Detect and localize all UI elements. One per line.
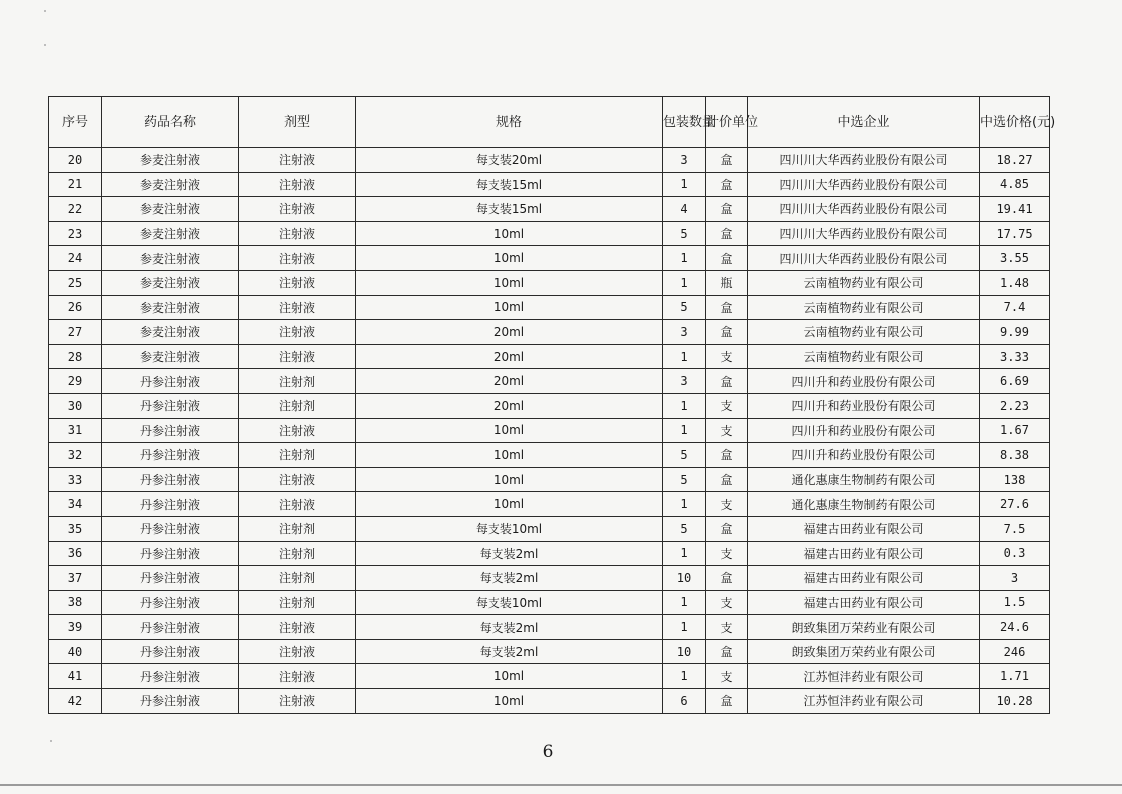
cell-package-quantity: 5 xyxy=(663,443,706,468)
cell-dosage-form: 注射液 xyxy=(239,197,356,222)
cell-dosage-form: 注射剂 xyxy=(239,590,356,615)
table-row xyxy=(49,270,1050,295)
cell-selected-company: 四川川大华西药业股份有限公司 xyxy=(748,246,980,271)
cell-selected-price: 27.6 xyxy=(980,492,1050,517)
table-row xyxy=(49,246,1050,271)
table-row xyxy=(49,615,1050,640)
cell-pricing-unit: 盒 xyxy=(706,197,748,222)
cell-pricing-unit: 盒 xyxy=(706,369,748,394)
cell-drug-name: 参麦注射液 xyxy=(102,320,239,345)
cell-package-quantity: 3 xyxy=(663,148,706,173)
cell-selected-price: 246 xyxy=(980,639,1050,664)
cell-package-quantity: 1 xyxy=(663,393,706,418)
cell-selected-company: 四川川大华西药业股份有限公司 xyxy=(748,172,980,197)
scan-speck xyxy=(44,10,46,12)
cell-selected-price: 2.23 xyxy=(980,393,1050,418)
cell-seq: 20 xyxy=(49,148,102,173)
header-drug-name: 药品名称 xyxy=(102,97,239,148)
header-pricing-unit: 计价单位 xyxy=(706,97,748,148)
cell-package-quantity: 10 xyxy=(663,566,706,591)
cell-specification: 每支装2ml xyxy=(356,541,663,566)
cell-drug-name: 丹参注射液 xyxy=(102,689,239,714)
cell-seq: 32 xyxy=(49,443,102,468)
cell-package-quantity: 5 xyxy=(663,295,706,320)
cell-selected-price: 8.38 xyxy=(980,443,1050,468)
cell-dosage-form: 注射液 xyxy=(239,148,356,173)
cell-pricing-unit: 支 xyxy=(706,590,748,615)
header-dosage-form: 剂型 xyxy=(239,97,356,148)
cell-seq: 36 xyxy=(49,541,102,566)
cell-dosage-form: 注射剂 xyxy=(239,393,356,418)
cell-seq: 26 xyxy=(49,295,102,320)
cell-dosage-form: 注射剂 xyxy=(239,541,356,566)
cell-package-quantity: 4 xyxy=(663,197,706,222)
cell-selected-company: 四川升和药业股份有限公司 xyxy=(748,369,980,394)
cell-pricing-unit: 盒 xyxy=(706,566,748,591)
selected-drug-price-table xyxy=(48,96,1056,714)
cell-package-quantity: 1 xyxy=(663,492,706,517)
cell-specification: 10ml xyxy=(356,295,663,320)
cell-seq: 29 xyxy=(49,369,102,394)
table-row xyxy=(49,516,1050,541)
cell-seq: 39 xyxy=(49,615,102,640)
cell-pricing-unit: 盒 xyxy=(706,516,748,541)
cell-seq: 22 xyxy=(49,197,102,222)
table-row xyxy=(49,172,1050,197)
cell-drug-name: 丹参注射液 xyxy=(102,516,239,541)
table-row xyxy=(49,369,1050,394)
cell-selected-price: 3.33 xyxy=(980,344,1050,369)
cell-drug-name: 参麦注射液 xyxy=(102,295,239,320)
cell-selected-company: 朗致集团万荣药业有限公司 xyxy=(748,639,980,664)
cell-drug-name: 丹参注射液 xyxy=(102,566,239,591)
cell-drug-name: 丹参注射液 xyxy=(102,369,239,394)
cell-seq: 34 xyxy=(49,492,102,517)
cell-package-quantity: 3 xyxy=(663,369,706,394)
table-row xyxy=(49,443,1050,468)
table-row xyxy=(49,148,1050,173)
table-row xyxy=(49,689,1050,714)
cell-drug-name: 丹参注射液 xyxy=(102,393,239,418)
cell-dosage-form: 注射剂 xyxy=(239,566,356,591)
cell-package-quantity: 1 xyxy=(663,344,706,369)
cell-selected-company: 福建古田药业有限公司 xyxy=(748,566,980,591)
cell-drug-name: 参麦注射液 xyxy=(102,246,239,271)
cell-package-quantity: 3 xyxy=(663,320,706,345)
cell-specification: 20ml xyxy=(356,393,663,418)
cell-drug-name: 参麦注射液 xyxy=(102,197,239,222)
cell-drug-name: 丹参注射液 xyxy=(102,541,239,566)
table-row xyxy=(49,418,1050,443)
cell-selected-price: 0.3 xyxy=(980,541,1050,566)
cell-package-quantity: 1 xyxy=(663,664,706,689)
table-row xyxy=(49,541,1050,566)
cell-drug-name: 丹参注射液 xyxy=(102,615,239,640)
cell-seq: 30 xyxy=(49,393,102,418)
cell-specification: 10ml xyxy=(356,689,663,714)
cell-selected-company: 朗致集团万荣药业有限公司 xyxy=(748,615,980,640)
cell-selected-price: 17.75 xyxy=(980,221,1050,246)
cell-drug-name: 参麦注射液 xyxy=(102,148,239,173)
cell-selected-company: 云南植物药业有限公司 xyxy=(748,344,980,369)
cell-pricing-unit: 支 xyxy=(706,664,748,689)
cell-specification: 每支装20ml xyxy=(356,148,663,173)
cell-selected-price: 3 xyxy=(980,566,1050,591)
cell-selected-price: 1.71 xyxy=(980,664,1050,689)
cell-pricing-unit: 盒 xyxy=(706,689,748,714)
cell-package-quantity: 1 xyxy=(663,541,706,566)
cell-specification: 20ml xyxy=(356,344,663,369)
cell-selected-company: 福建古田药业有限公司 xyxy=(748,590,980,615)
cell-selected-company: 福建古田药业有限公司 xyxy=(748,541,980,566)
cell-selected-price: 19.41 xyxy=(980,197,1050,222)
table-row xyxy=(49,393,1050,418)
cell-selected-price: 6.69 xyxy=(980,369,1050,394)
cell-selected-company: 四川升和药业股份有限公司 xyxy=(748,393,980,418)
table-row xyxy=(49,344,1050,369)
cell-specification: 10ml xyxy=(356,246,663,271)
cell-selected-price: 9.99 xyxy=(980,320,1050,345)
cell-pricing-unit: 支 xyxy=(706,418,748,443)
cell-selected-company: 福建古田药业有限公司 xyxy=(748,516,980,541)
cell-seq: 42 xyxy=(49,689,102,714)
cell-pricing-unit: 瓶 xyxy=(706,270,748,295)
cell-package-quantity: 5 xyxy=(663,516,706,541)
cell-package-quantity: 5 xyxy=(663,221,706,246)
bottom-divider xyxy=(0,784,1122,786)
cell-pricing-unit: 支 xyxy=(706,615,748,640)
cell-dosage-form: 注射液 xyxy=(239,615,356,640)
cell-dosage-form: 注射液 xyxy=(239,467,356,492)
cell-package-quantity: 1 xyxy=(663,270,706,295)
cell-dosage-form: 注射剂 xyxy=(239,443,356,468)
cell-drug-name: 丹参注射液 xyxy=(102,418,239,443)
cell-seq: 37 xyxy=(49,566,102,591)
cell-pricing-unit: 盒 xyxy=(706,443,748,468)
cell-dosage-form: 注射液 xyxy=(239,246,356,271)
cell-dosage-form: 注射液 xyxy=(239,344,356,369)
cell-package-quantity: 5 xyxy=(663,467,706,492)
cell-dosage-form: 注射液 xyxy=(239,320,356,345)
cell-package-quantity: 1 xyxy=(663,418,706,443)
table-body xyxy=(49,148,1050,714)
cell-selected-company: 通化惠康生物制药有限公司 xyxy=(748,492,980,517)
cell-pricing-unit: 盒 xyxy=(706,295,748,320)
header-package-quantity: 包装数量 xyxy=(663,97,706,148)
cell-selected-price: 7.4 xyxy=(980,295,1050,320)
cell-selected-company: 四川川大华西药业股份有限公司 xyxy=(748,148,980,173)
cell-specification: 20ml xyxy=(356,369,663,394)
header-specification: 规格 xyxy=(356,97,663,148)
cell-seq: 41 xyxy=(49,664,102,689)
cell-seq: 25 xyxy=(49,270,102,295)
cell-selected-company: 四川川大华西药业股份有限公司 xyxy=(748,197,980,222)
cell-specification: 20ml xyxy=(356,320,663,345)
cell-selected-company: 江苏恒沣药业有限公司 xyxy=(748,664,980,689)
cell-drug-name: 参麦注射液 xyxy=(102,270,239,295)
cell-dosage-form: 注射液 xyxy=(239,270,356,295)
cell-drug-name: 丹参注射液 xyxy=(102,664,239,689)
cell-dosage-form: 注射液 xyxy=(239,295,356,320)
cell-seq: 23 xyxy=(49,221,102,246)
cell-pricing-unit: 盒 xyxy=(706,221,748,246)
cell-specification: 10ml xyxy=(356,270,663,295)
page-number: 6 xyxy=(542,742,554,762)
cell-selected-company: 云南植物药业有限公司 xyxy=(748,320,980,345)
cell-selected-price: 138 xyxy=(980,467,1050,492)
cell-selected-company: 四川升和药业股份有限公司 xyxy=(748,418,980,443)
cell-package-quantity: 1 xyxy=(663,246,706,271)
cell-drug-name: 丹参注射液 xyxy=(102,443,239,468)
cell-specification: 每支装2ml xyxy=(356,566,663,591)
table-row xyxy=(49,467,1050,492)
cell-drug-name: 丹参注射液 xyxy=(102,639,239,664)
cell-pricing-unit: 盒 xyxy=(706,639,748,664)
cell-drug-name: 丹参注射液 xyxy=(102,467,239,492)
cell-seq: 27 xyxy=(49,320,102,345)
cell-seq: 31 xyxy=(49,418,102,443)
cell-specification: 10ml xyxy=(356,221,663,246)
cell-pricing-unit: 支 xyxy=(706,344,748,369)
cell-selected-company: 云南植物药业有限公司 xyxy=(748,270,980,295)
cell-selected-company: 四川升和药业股份有限公司 xyxy=(748,443,980,468)
cell-drug-name: 参麦注射液 xyxy=(102,344,239,369)
cell-selected-company: 江苏恒沣药业有限公司 xyxy=(748,689,980,714)
table-row xyxy=(49,590,1050,615)
header-seq: 序号 xyxy=(49,97,102,148)
cell-selected-company: 四川川大华西药业股份有限公司 xyxy=(748,221,980,246)
cell-selected-price: 10.28 xyxy=(980,689,1050,714)
cell-specification: 10ml xyxy=(356,467,663,492)
cell-selected-price: 7.5 xyxy=(980,516,1050,541)
cell-seq: 33 xyxy=(49,467,102,492)
cell-drug-name: 丹参注射液 xyxy=(102,492,239,517)
cell-selected-price: 18.27 xyxy=(980,148,1050,173)
cell-drug-name: 参麦注射液 xyxy=(102,172,239,197)
cell-specification: 10ml xyxy=(356,418,663,443)
cell-dosage-form: 注射剂 xyxy=(239,369,356,394)
cell-specification: 每支装15ml xyxy=(356,172,663,197)
cell-specification: 每支装15ml xyxy=(356,197,663,222)
cell-pricing-unit: 盒 xyxy=(706,320,748,345)
cell-drug-name: 参麦注射液 xyxy=(102,221,239,246)
table-row xyxy=(49,320,1050,345)
table-row xyxy=(49,664,1050,689)
cell-drug-name: 丹参注射液 xyxy=(102,590,239,615)
cell-selected-company: 云南植物药业有限公司 xyxy=(748,295,980,320)
cell-seq: 40 xyxy=(49,639,102,664)
cell-specification: 每支装10ml xyxy=(356,590,663,615)
header-selected-price: 中选价格(元) xyxy=(980,97,1050,148)
cell-seq: 35 xyxy=(49,516,102,541)
cell-dosage-form: 注射液 xyxy=(239,172,356,197)
cell-selected-price: 24.6 xyxy=(980,615,1050,640)
cell-package-quantity: 6 xyxy=(663,689,706,714)
cell-dosage-form: 注射液 xyxy=(239,639,356,664)
cell-specification: 10ml xyxy=(356,664,663,689)
cell-dosage-form: 注射剂 xyxy=(239,516,356,541)
cell-selected-price: 1.67 xyxy=(980,418,1050,443)
cell-pricing-unit: 盒 xyxy=(706,246,748,271)
table-row xyxy=(49,639,1050,664)
scan-speck xyxy=(44,44,46,46)
cell-package-quantity: 1 xyxy=(663,615,706,640)
cell-pricing-unit: 盒 xyxy=(706,172,748,197)
cell-seq: 24 xyxy=(49,246,102,271)
table-row xyxy=(49,566,1050,591)
table-header-row xyxy=(49,97,1050,148)
cell-specification: 每支装2ml xyxy=(356,639,663,664)
cell-pricing-unit: 盒 xyxy=(706,148,748,173)
cell-specification: 10ml xyxy=(356,443,663,468)
cell-selected-price: 4.85 xyxy=(980,172,1050,197)
cell-seq: 21 xyxy=(49,172,102,197)
cell-pricing-unit: 盒 xyxy=(706,467,748,492)
cell-seq: 38 xyxy=(49,590,102,615)
cell-selected-price: 1.48 xyxy=(980,270,1050,295)
cell-selected-price: 3.55 xyxy=(980,246,1050,271)
cell-dosage-form: 注射液 xyxy=(239,492,356,517)
cell-specification: 每支装2ml xyxy=(356,615,663,640)
cell-pricing-unit: 支 xyxy=(706,393,748,418)
cell-dosage-form: 注射液 xyxy=(239,689,356,714)
table-row xyxy=(49,221,1050,246)
cell-dosage-form: 注射液 xyxy=(239,418,356,443)
cell-package-quantity: 1 xyxy=(663,590,706,615)
cell-package-quantity: 10 xyxy=(663,639,706,664)
table-row xyxy=(49,492,1050,517)
cell-pricing-unit: 支 xyxy=(706,541,748,566)
cell-selected-price: 1.5 xyxy=(980,590,1050,615)
cell-selected-company: 通化惠康生物制药有限公司 xyxy=(748,467,980,492)
cell-specification: 10ml xyxy=(356,492,663,517)
table-row xyxy=(49,295,1050,320)
cell-dosage-form: 注射液 xyxy=(239,664,356,689)
table-row xyxy=(49,197,1050,222)
cell-package-quantity: 1 xyxy=(663,172,706,197)
cell-seq: 28 xyxy=(49,344,102,369)
cell-pricing-unit: 支 xyxy=(706,492,748,517)
header-selected-company: 中选企业 xyxy=(748,97,980,148)
cell-specification: 每支装10ml xyxy=(356,516,663,541)
cell-dosage-form: 注射液 xyxy=(239,221,356,246)
